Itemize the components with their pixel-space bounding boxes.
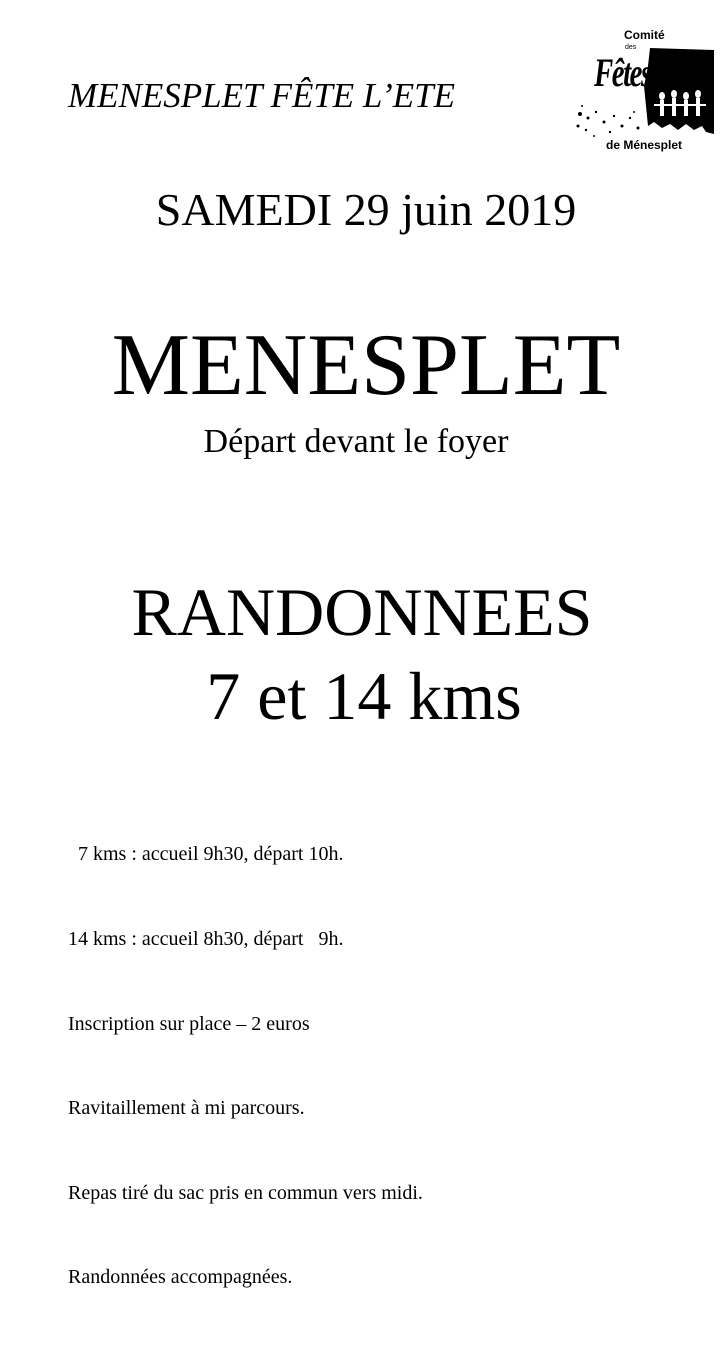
hike-distances: 7 et 14 kms (206, 658, 522, 734)
logo-committee-text: Comité (624, 28, 665, 42)
details-line: Repas tiré du sac pris en commun vers midi. (68, 1181, 423, 1204)
details-line: Inscription sur place – 2 euros (68, 1012, 310, 1035)
logo-des-text: des (625, 44, 637, 51)
details-line: 7 kms : accueil 9h30, départ 10h. (68, 843, 344, 866)
event-heading: MENESPLET FÊTE L’ETE (68, 76, 455, 115)
details-line: 14 kms : accueil 8h30, départ 9h. (68, 928, 344, 951)
event-date: SAMEDI 29 juin 2019 (155, 184, 577, 235)
details-line: Ravitaillement à mi parcours. (68, 1097, 305, 1120)
town-title: MENESPLET (111, 317, 621, 414)
details-line: Randonnées accompagnées. (68, 1266, 293, 1289)
details-list (68, 784, 423, 1348)
departure-location: Départ devant le foyer (203, 423, 509, 460)
hikes-title: RANDONNEES (131, 574, 593, 650)
committee-logo (574, 26, 714, 160)
logo-town-text: de Ménesplet (606, 138, 683, 152)
logo-fetes-text: Fêtes (594, 50, 651, 95)
